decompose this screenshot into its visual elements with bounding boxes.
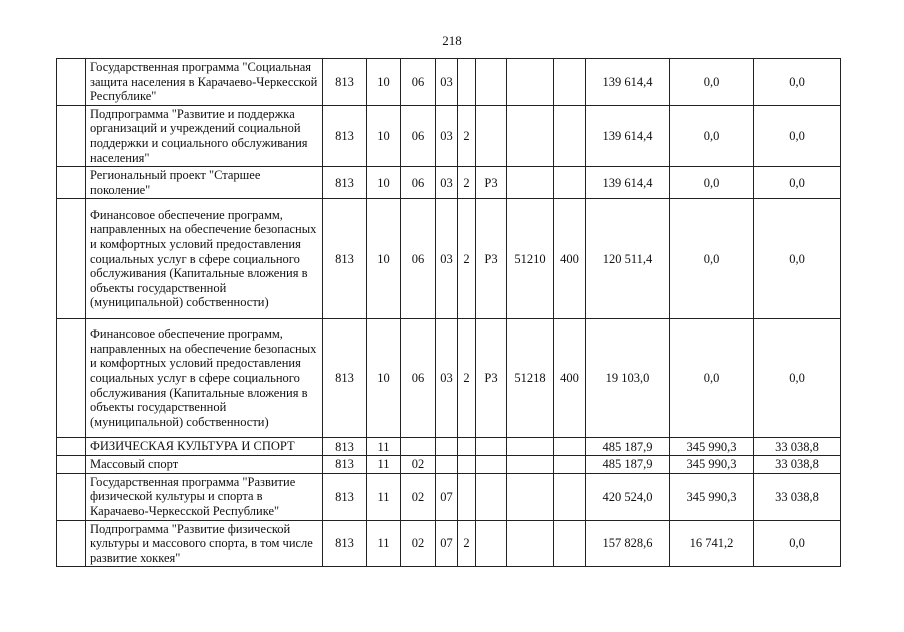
amount-3: 0,0 (754, 520, 841, 567)
ministry-code: 813 (323, 167, 367, 199)
subprogram-code: 2 (458, 105, 476, 166)
expense-type-code: 400 (554, 319, 586, 438)
item-name: Финансовое обеспечение программ, направленных на обеспечение безопасных и комфортных условий предоставления социальных услуг в сфере социального обслуживания (Капитальные вложения в объекты государственной (муниципальной) собственности) (86, 199, 323, 319)
subprogram-code: 2 (458, 199, 476, 319)
project-code: P3 (476, 167, 507, 199)
ministry-code: 813 (323, 319, 367, 438)
program-code (436, 455, 458, 473)
program-code: 07 (436, 473, 458, 520)
program-code (436, 438, 458, 456)
amount-2: 345 990,3 (670, 438, 754, 456)
project-code (476, 105, 507, 166)
direction-code (507, 167, 554, 199)
expense-type-code (554, 59, 586, 106)
amount-2: 0,0 (670, 319, 754, 438)
amount-1: 139 614,4 (586, 105, 670, 166)
ministry-code: 813 (323, 438, 367, 456)
section-code: 11 (367, 520, 401, 567)
table-row (57, 59, 841, 106)
section-code: 11 (367, 473, 401, 520)
empty-cell (57, 319, 86, 438)
amount-1: 157 828,6 (586, 520, 670, 567)
amount-3: 0,0 (754, 105, 841, 166)
empty-cell (57, 438, 86, 456)
project-code (476, 520, 507, 567)
amount-3: 0,0 (754, 59, 841, 106)
project-code (476, 438, 507, 456)
direction-code (507, 105, 554, 166)
subsection-code: 06 (401, 105, 436, 166)
subprogram-code: 2 (458, 167, 476, 199)
direction-code (507, 438, 554, 456)
table-row (57, 455, 841, 473)
item-name: Массовый спорт (86, 455, 323, 473)
amount-1: 420 524,0 (586, 473, 670, 520)
item-name: Подпрограмма "Развитие физической культуры и массового спорта, в том числе развитие хоккея" (86, 520, 323, 567)
empty-cell (57, 520, 86, 567)
subsection-code: 02 (401, 473, 436, 520)
subsection-code: 06 (401, 319, 436, 438)
program-code: 03 (436, 59, 458, 106)
program-code: 03 (436, 199, 458, 319)
amount-2: 345 990,3 (670, 473, 754, 520)
table-row (57, 105, 841, 166)
program-code: 03 (436, 105, 458, 166)
empty-cell (57, 455, 86, 473)
amount-3: 33 038,8 (754, 473, 841, 520)
item-name: ФИЗИЧЕСКАЯ КУЛЬТУРА И СПОРТ (86, 438, 323, 456)
budget-table (56, 58, 841, 567)
amount-2: 0,0 (670, 59, 754, 106)
project-code (476, 455, 507, 473)
amount-3: 33 038,8 (754, 438, 841, 456)
table-row (57, 319, 841, 438)
expense-type-code (554, 105, 586, 166)
amount-1: 139 614,4 (586, 59, 670, 106)
empty-cell (57, 59, 86, 106)
subprogram-code (458, 455, 476, 473)
program-code: 03 (436, 167, 458, 199)
amount-2: 0,0 (670, 199, 754, 319)
ministry-code: 813 (323, 59, 367, 106)
item-name: Финансовое обеспечение программ, направленных на обеспечение безопасных и комфортных условий предоставления социальных услуг в сфере социального обслуживания (Капитальные вложения в объекты государственной (муниципальной) собственности) (86, 319, 323, 438)
amount-2: 16 741,2 (670, 520, 754, 567)
project-code: P3 (476, 199, 507, 319)
ministry-code: 813 (323, 199, 367, 319)
item-name: Подпрограмма "Развитие и поддержка организаций и учреждений социальной поддержки и социального обслуживания населения" (86, 105, 323, 166)
ministry-code: 813 (323, 105, 367, 166)
subsection-code: 02 (401, 520, 436, 567)
table-row (57, 199, 841, 319)
table-row (57, 438, 841, 456)
subsection-code: 06 (401, 199, 436, 319)
empty-cell (57, 473, 86, 520)
direction-code (507, 520, 554, 567)
section-code: 11 (367, 438, 401, 456)
amount-1: 120 511,4 (586, 199, 670, 319)
subsection-code: 06 (401, 167, 436, 199)
expense-type-code (554, 473, 586, 520)
table-row (57, 520, 841, 567)
page-number: 218 (442, 33, 462, 48)
ministry-code: 813 (323, 455, 367, 473)
project-code (476, 473, 507, 520)
subprogram-code (458, 438, 476, 456)
amount-3: 0,0 (754, 319, 841, 438)
amount-1: 485 187,9 (586, 438, 670, 456)
project-code: P3 (476, 319, 507, 438)
ministry-code: 813 (323, 473, 367, 520)
program-code: 07 (436, 520, 458, 567)
direction-code (507, 59, 554, 106)
empty-cell (57, 105, 86, 166)
amount-2: 0,0 (670, 167, 754, 199)
subprogram-code: 2 (458, 520, 476, 567)
amount-1: 485 187,9 (586, 455, 670, 473)
table-row (57, 167, 841, 199)
project-code (476, 59, 507, 106)
amount-1: 19 103,0 (586, 319, 670, 438)
direction-code (507, 455, 554, 473)
expense-type-code (554, 438, 586, 456)
amount-3: 0,0 (754, 199, 841, 319)
expense-type-code (554, 167, 586, 199)
section-code: 10 (367, 59, 401, 106)
amount-2: 0,0 (670, 105, 754, 166)
subsection-code: 02 (401, 455, 436, 473)
section-code: 11 (367, 455, 401, 473)
empty-cell (57, 199, 86, 319)
empty-cell (57, 167, 86, 199)
program-code: 03 (436, 319, 458, 438)
section-code: 10 (367, 105, 401, 166)
subprogram-code (458, 473, 476, 520)
item-name: Региональный проект "Старшее поколение" (86, 167, 323, 199)
amount-3: 33 038,8 (754, 455, 841, 473)
ministry-code: 813 (323, 520, 367, 567)
expense-type-code: 400 (554, 199, 586, 319)
direction-code: 51218 (507, 319, 554, 438)
section-code: 10 (367, 319, 401, 438)
amount-2: 345 990,3 (670, 455, 754, 473)
table-row (57, 473, 841, 520)
item-name: Государственная программа "Социальная защита населения в Карачаево-Черкесской Республике" (86, 59, 323, 106)
subsection-code: 06 (401, 59, 436, 106)
section-code: 10 (367, 167, 401, 199)
expense-type-code (554, 455, 586, 473)
subsection-code (401, 438, 436, 456)
expense-type-code (554, 520, 586, 567)
item-name: Государственная программа "Развитие физической культуры и спорта в Карачаево-Черкесской Республике" (86, 473, 323, 520)
amount-3: 0,0 (754, 167, 841, 199)
section-code: 10 (367, 199, 401, 319)
direction-code (507, 473, 554, 520)
amount-1: 139 614,4 (586, 167, 670, 199)
direction-code: 51210 (507, 199, 554, 319)
subprogram-code: 2 (458, 319, 476, 438)
subprogram-code (458, 59, 476, 106)
